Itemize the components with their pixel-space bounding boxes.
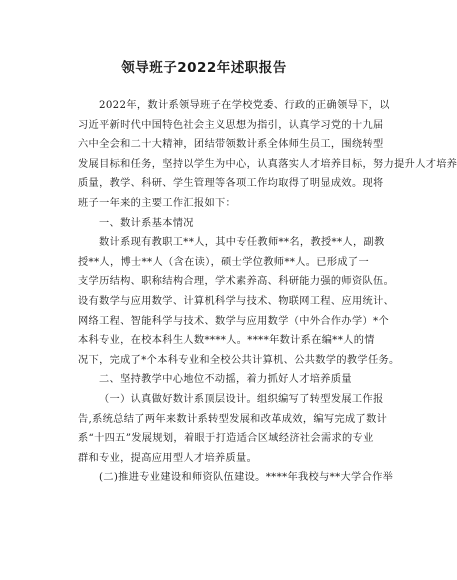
document-title: 领导班子2022年述职报告: [121, 60, 287, 76]
text-line: 支学历结构、职称结构合理，学术素养高、科研能力强的师资队伍。: [78, 276, 395, 288]
text-line: 群和专业，提高应用型人才培养质量。: [78, 452, 258, 464]
text-line: (二)推进专业建设和师资队伍建设。****年我校与**大学合作举: [99, 472, 394, 484]
text-line: 数计系现有教职工**人，其中专任教师**名，教授**人，副教: [99, 237, 385, 249]
text-line: （一）认真做好数计系顶层设计。组织编写了转型发展工作报: [99, 393, 384, 405]
text-line: 二、坚持教学中心地位不动摇，着力抓好人才培养质量: [99, 374, 352, 386]
text-line: 系“十四五”发展规划，着眼于打造适合区域经济社会需求的专业: [78, 433, 374, 445]
text-line: 设有数学与应用数学、计算机科学与技术、物联网工程、应用统计、: [78, 295, 395, 307]
text-line: 网络工程、智能科学与技术、数学与应用数学（中外合作办学）*个: [78, 315, 390, 327]
text-line: 六中全会和二十大精神，团结带领数计系全体师生员工，围绕转型: [78, 139, 384, 151]
text-line: 况下，完成了*个本科专业和全校公共计算机、公共数学的教学任务。: [78, 354, 400, 366]
text-line: 一、数计系基本情况: [99, 217, 194, 229]
text-line: 质量，教学、科研、学生管理等各项工作均取得了明显成效。现将: [78, 178, 384, 190]
text-line: 授**人，博士**人（含在读），硕士学位教师**人。已形成了一: [78, 256, 369, 268]
text-line: 告,系统总结了两年来数计系转型发展和改革成效，编写完成了数计: [78, 413, 388, 425]
text-line: 习近平新时代中国特色社会主义思想为指引，认真学习党的十九届: [78, 119, 384, 131]
text-line: 班子一年来的主要工作汇报如下：: [78, 197, 237, 209]
text-line: 发展目标和任务，坚持以学生为中心，认真落实人才培养目标，努力提升人才培养: [78, 158, 457, 170]
text-line: 2022年，数计系领导班子在学校党委、行政的正确领导下，以: [99, 100, 390, 111]
text-line: 本科专业，在校本科生人数****人。****年数计系在编**人的情: [78, 335, 375, 347]
document-body: [78, 96, 457, 488]
